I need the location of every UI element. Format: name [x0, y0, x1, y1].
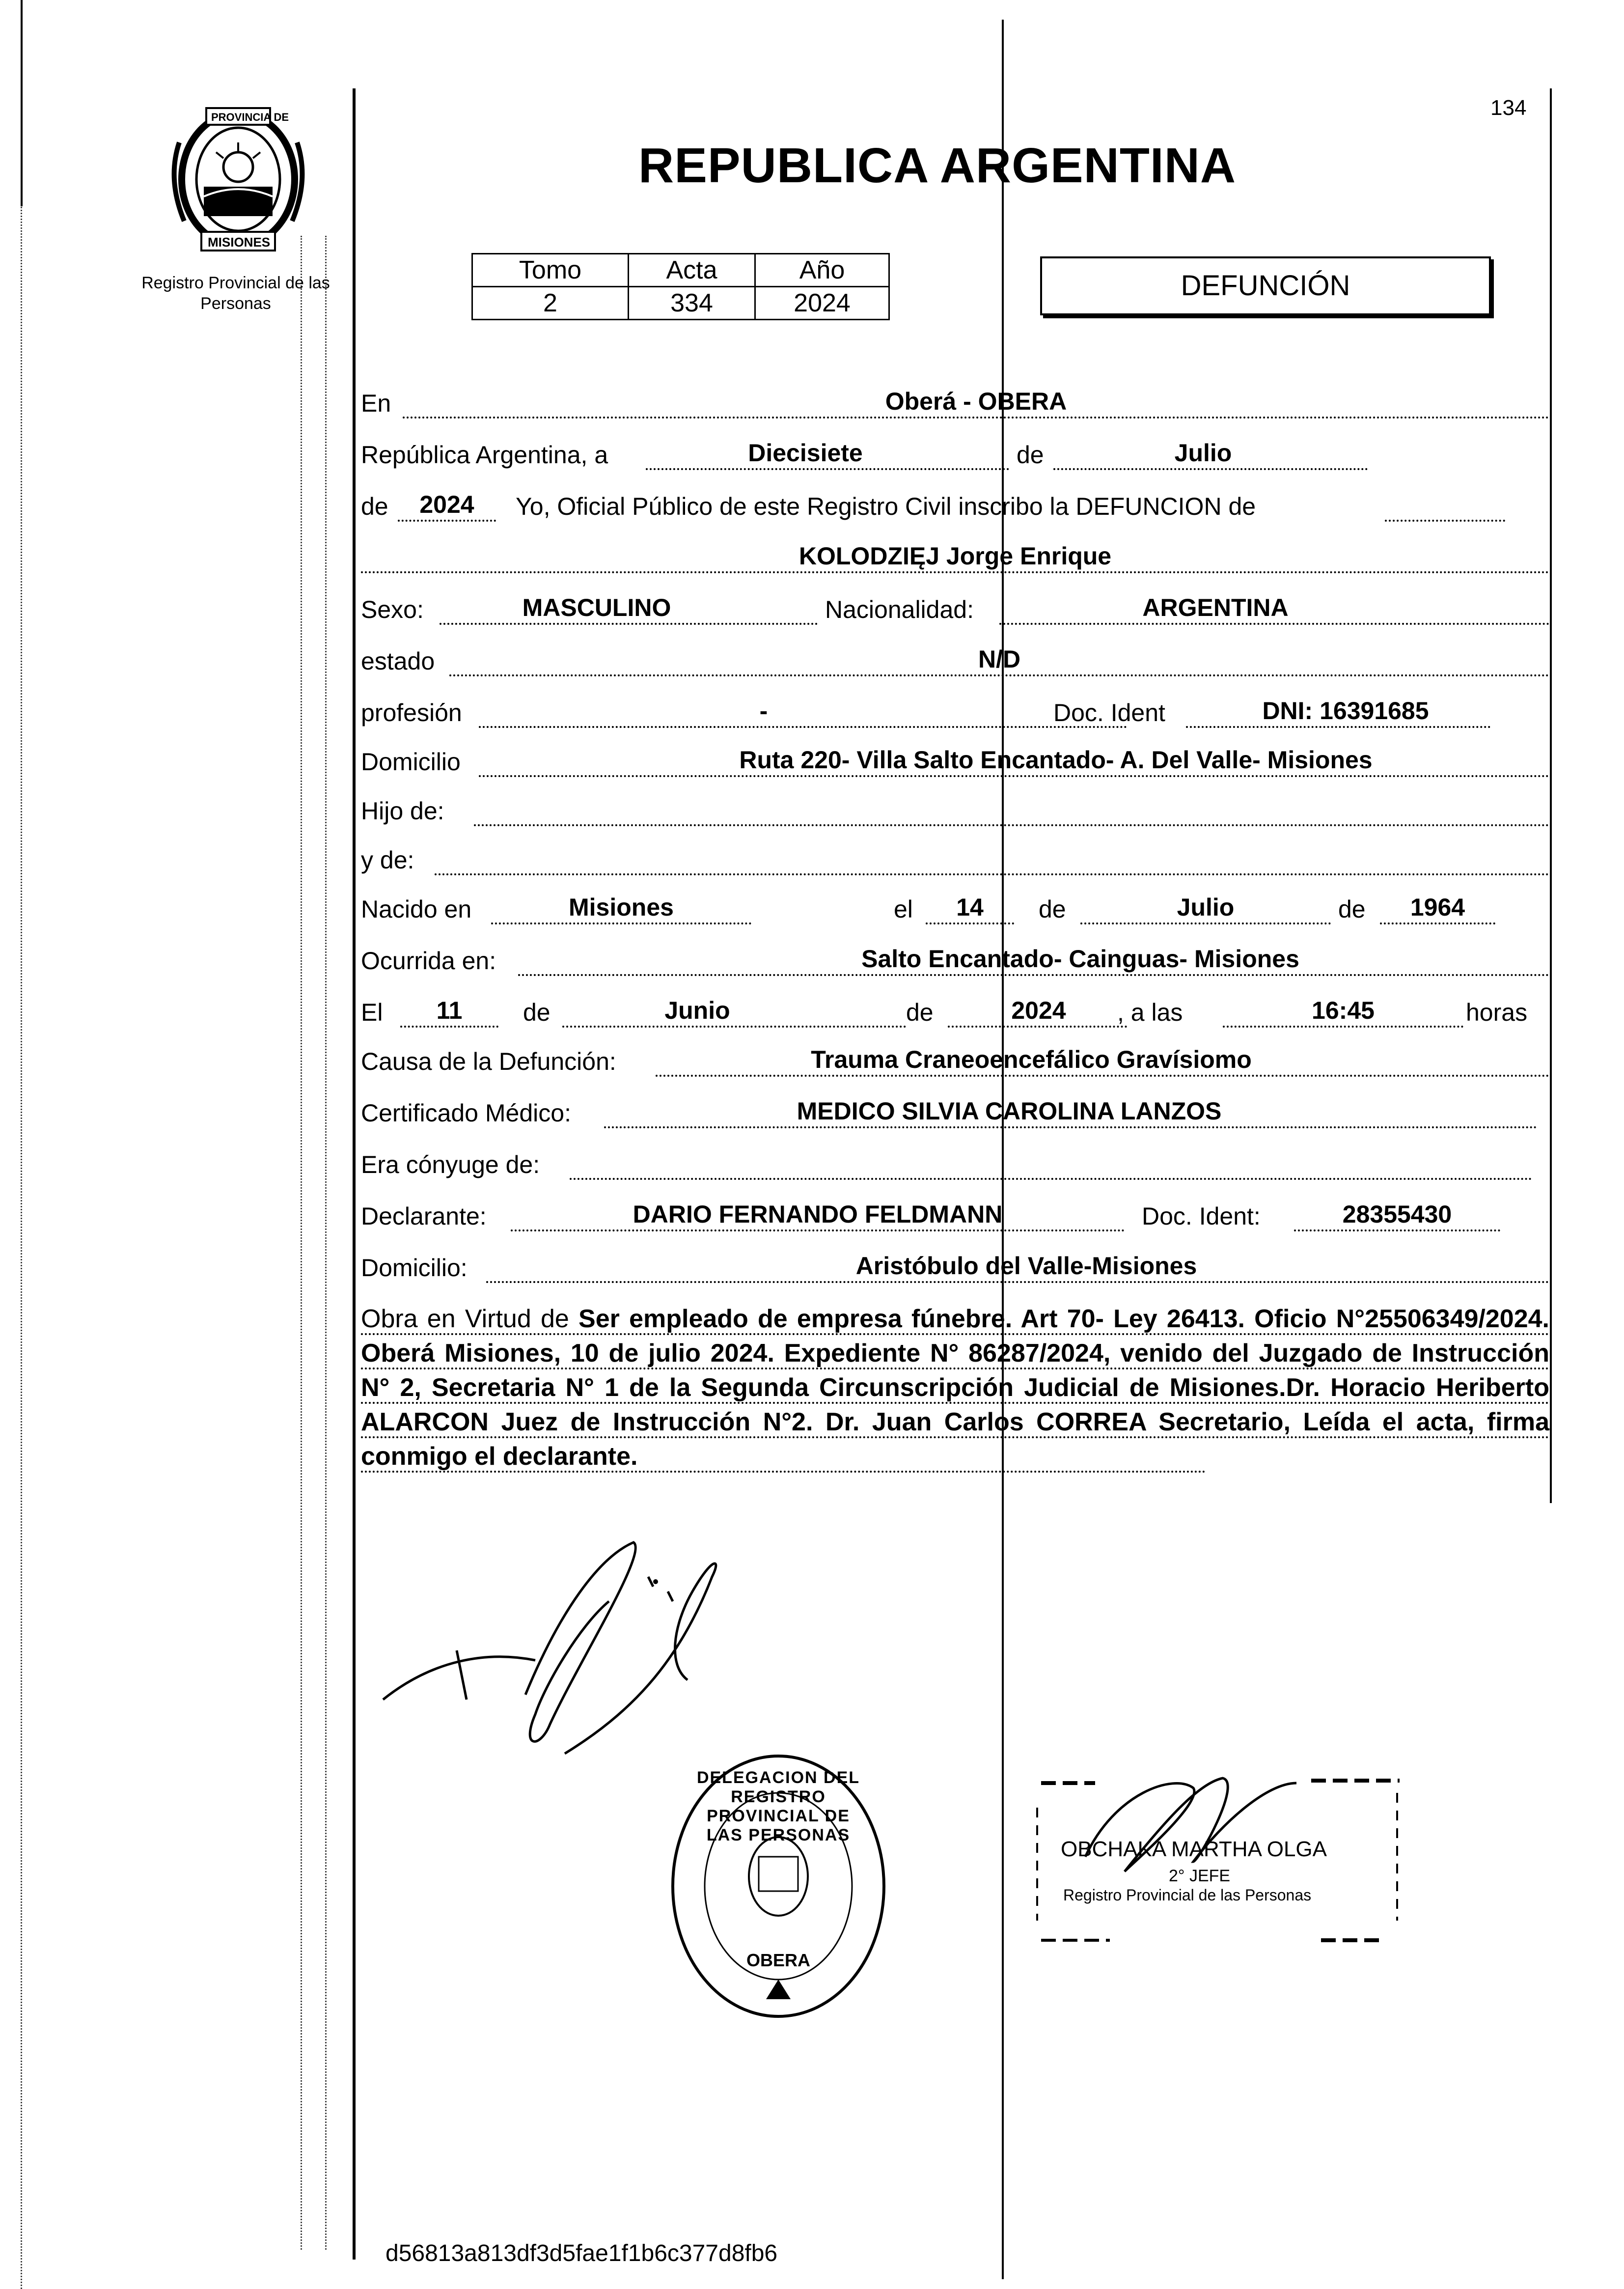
row-profesion [361, 693, 1549, 732]
death-year: 2024 [1011, 997, 1066, 1024]
logo-text-bottom: MISIONES [208, 235, 271, 250]
estado-value: N/D [978, 645, 1021, 673]
de2-label: de [361, 493, 388, 520]
de4-label: de [1338, 895, 1366, 923]
conyuge-label: Era cónyuge de: [361, 1151, 540, 1178]
de3-label: de [1039, 895, 1066, 923]
profesion-label: profesión [361, 699, 462, 726]
org-name: Registro Provincial de las Personas [141, 274, 330, 313]
profesion-value: - [759, 697, 768, 725]
stamp-role: 2° JEFE [1169, 1867, 1231, 1885]
year-value: 2024 [419, 491, 474, 518]
delegation-seal [665, 1749, 891, 2024]
certificado-label: Certificado Médico: [361, 1099, 571, 1127]
declarante-value: DARIO FERNANDO FELDMANN [633, 1200, 1003, 1228]
document-hash: d56813a813df3d5fae1f1b6c377d8fb6 [385, 2240, 778, 2266]
stamp-org: Registro Provincial de las Personas [1063, 1886, 1312, 1904]
stamp-name: OBCHAKA MARTHA OLGA [1061, 1837, 1327, 1861]
death-time: 16:45 [1312, 997, 1375, 1024]
domicilio-value: Ruta 220- Villa Salto Encantado- A. Del Valle- Misiones [739, 746, 1373, 774]
row-hijo [361, 791, 1549, 830]
table-header: Año [755, 254, 889, 287]
obra-paragraph [361, 1302, 1549, 1474]
province-logo [165, 98, 312, 260]
table-cell: 2024 [755, 287, 889, 320]
deceased-name: KOLODZIĘJ Jorge Enrique [798, 542, 1112, 570]
birth-day: 14 [956, 893, 984, 921]
row-nacido [361, 889, 1549, 928]
margin-guide [301, 236, 302, 2250]
row-domicilio [361, 742, 1549, 781]
seal-text-ring: DELEGACION DEL REGISTRO PROVINCIAL DE LAS PERSONAS [696, 1768, 860, 1844]
sexo-value: MASCULINO [522, 594, 671, 621]
right-frame-line [1550, 88, 1552, 1503]
certificado-value: MEDICO SILVIA CAROLINA LANZOS [797, 1097, 1222, 1125]
row-yde [361, 840, 1549, 879]
birth-year: 1964 [1410, 893, 1465, 921]
month-value: Julio [1174, 439, 1232, 467]
estado-label: estado [361, 647, 435, 675]
republica-label: República Argentina, a [361, 441, 608, 469]
row-certificado [361, 1093, 1549, 1132]
death-month: Junio [664, 997, 730, 1024]
statement-fill [1385, 485, 1505, 522]
en-value: Oberá - OBERA [885, 388, 1067, 415]
table-header: Tomo [472, 254, 629, 287]
row-ocurrida [361, 941, 1549, 980]
obra-underline [361, 1402, 1549, 1404]
table-cell: 2 [472, 287, 629, 320]
ocurrida-label: Ocurrida en: [361, 947, 496, 975]
row-estado [361, 641, 1549, 680]
margin-guide [21, 0, 22, 2289]
yde-label: y de: [361, 846, 414, 874]
obra-value: Ser empleado de empresa fúnebre. Art 70- Ley 26413. Oficio N°25506349/2024. Oberá Misiones, 10 de julio 2024. Expediente N° 86287/2024, venido del Juzgado de Instrucción N° 2, Secretaria N° 1 de la Segunda Circunscripción Judicial de Misiones.Dr. Horacio Heriberto ALARCON Juez de Instrucción N°2. Dr. Juan Carlos CORREA Secretario, Leída el acta, firma conmigo el declarante. [361, 1305, 1550, 1471]
causa-label: Causa de la Defunción: [361, 1048, 616, 1075]
en-label: En [361, 390, 391, 417]
el2-label: El [361, 999, 383, 1026]
domicilio2-value: Aristóbulo del Valle-Misiones [855, 1252, 1197, 1280]
row-domicilio2 [361, 1248, 1549, 1287]
table-cell: 334 [629, 287, 755, 320]
official-stamp [1036, 1763, 1404, 1965]
row-republica [361, 435, 1549, 474]
domicilio-label: Domicilio [361, 748, 461, 776]
nacionalidad-label: Nacionalidad: [825, 596, 974, 623]
yde-fill [435, 839, 1549, 875]
nacido-value: Misiones [569, 893, 674, 921]
nacionalidad-value: ARGENTINA [1142, 594, 1289, 621]
doc-label: Doc. Ident [1053, 699, 1165, 726]
obra-underline [361, 1471, 1206, 1473]
declarante-label: Declarante: [361, 1202, 487, 1230]
obra-underline [361, 1333, 1549, 1335]
seal-text-bottom: OBERA [746, 1950, 810, 1970]
row-en [361, 383, 1549, 422]
causa-value: Trauma Craneoencefálico Gravísiomo [811, 1046, 1252, 1073]
profesion-fill [479, 692, 1127, 728]
el-label: el [894, 895, 913, 923]
obra-underline [361, 1368, 1549, 1369]
obra-label: Obra en Virtud de [361, 1305, 569, 1333]
de-label: de [1017, 441, 1044, 469]
domicilio2-label: Domicilio: [361, 1254, 468, 1282]
row-deceased [361, 538, 1549, 577]
statement-text: Yo, Oficial Público de este Registro Civil inscribo la DEFUNCION de [516, 493, 1256, 520]
row-causa [361, 1041, 1549, 1081]
row-death-date [361, 992, 1549, 1032]
declarant-signature [373, 1537, 776, 1763]
row-sexo [361, 589, 1549, 629]
de5-label: de [523, 999, 551, 1026]
margin-guide [325, 236, 327, 2250]
logo-text-top: PROVINCIA DE [211, 111, 289, 123]
hijo-fill [474, 790, 1549, 826]
left-frame-line [353, 88, 356, 2260]
table-header: Acta [629, 254, 755, 287]
ocurrida-value: Salto Encantado- Cainguas- Misiones [861, 945, 1299, 973]
doc2-label: Doc. Ident: [1142, 1202, 1261, 1230]
death-day: 11 [436, 997, 463, 1024]
birth-month: Julio [1177, 893, 1235, 921]
alas-label: , a las [1117, 999, 1183, 1026]
record-type-box: DEFUNCIÓN [1040, 256, 1491, 315]
row-conyuge [361, 1144, 1549, 1184]
margin-line [21, 0, 23, 206]
row-statement [361, 486, 1549, 526]
conyuge-fill [570, 1144, 1532, 1180]
hijo-label: Hijo de: [361, 797, 444, 825]
row-declarante [361, 1196, 1549, 1235]
nacido-label: Nacido en [361, 895, 472, 923]
record-table [471, 253, 890, 320]
sexo-label: Sexo: [361, 596, 424, 623]
document-title: REPUBLICA ARGENTINA [638, 138, 1237, 193]
stamp-frame [1036, 1763, 1404, 1965]
obra-underline [361, 1436, 1549, 1438]
horas-label: horas [1466, 999, 1528, 1026]
page-number: 134 [1490, 96, 1527, 120]
day-value: Diecisiete [748, 439, 863, 467]
doc2-value: 28355430 [1342, 1200, 1452, 1228]
de6-label: de [906, 999, 934, 1026]
doc-value: DNI: 16391685 [1262, 697, 1429, 725]
